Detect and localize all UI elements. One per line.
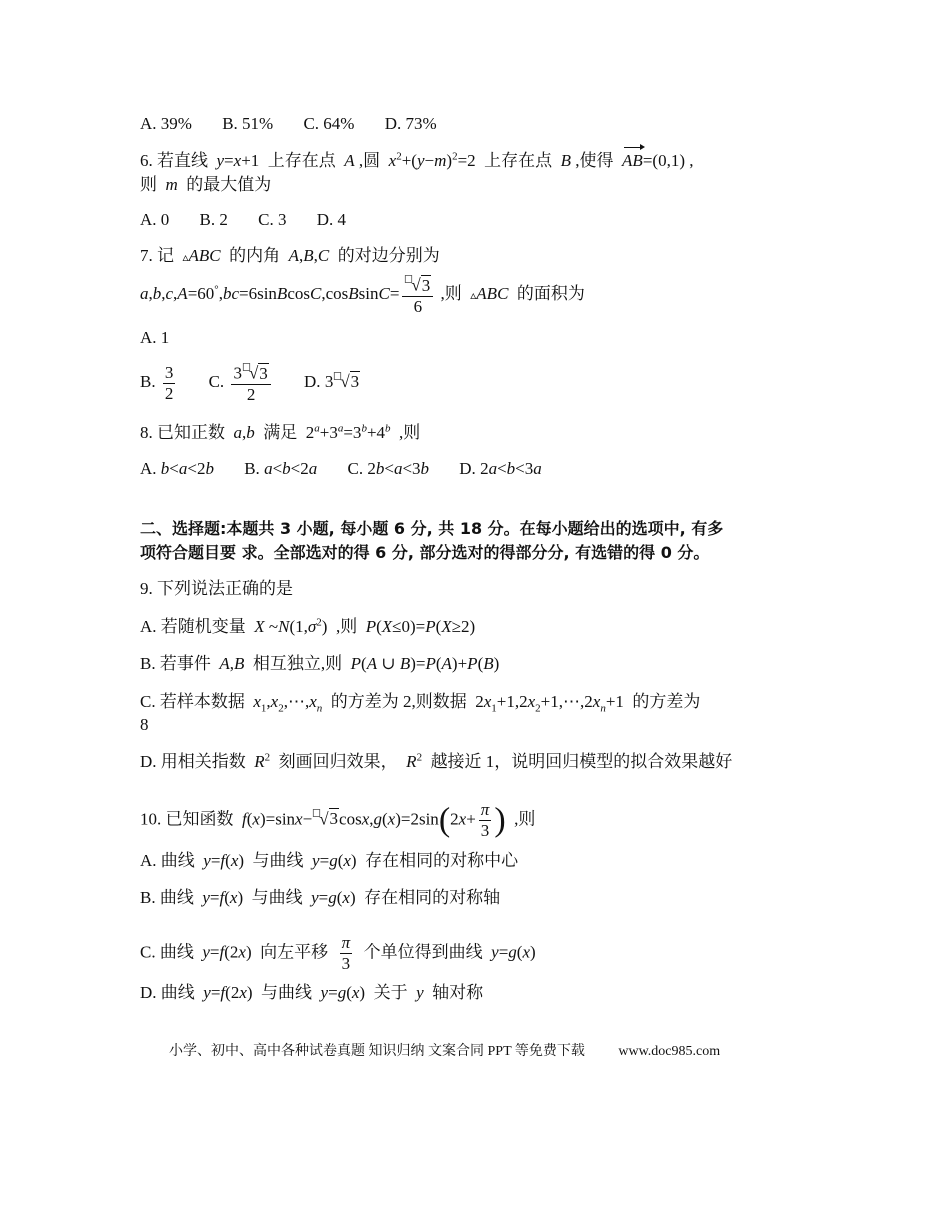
q9-text: 的方差为 2,则数据 — [330, 692, 467, 711]
q10-option-c: C. 曲线 y=f(2x) 向左平移 $\frac{\pi}{3}$ 个单位得到曲线 y=g(x) — [140, 933, 536, 973]
q9-text: 的方差为 — [632, 692, 701, 711]
q9-option-c: C. 若样本数据 $x_1,x_2,\cdots,x_n$ 的方差为 2,则数据 $2x_1+1,2x_2+1,\cdots,2x_n+1$ 的方差为 — [140, 692, 701, 715]
q5-option-d: D. 73% — [384, 114, 437, 133]
q10-option-a: A. 曲线 y=f(x) 与曲线 y=g(x) 存在相同的对称中心 — [140, 851, 519, 870]
q8-stem: 8. 已知正数 a,b 满足 $2^a+3^a=3^b+4^b$ ,则 — [140, 422, 421, 442]
q7-text: ,则 — [440, 284, 462, 304]
q9-text: C. 若样本数据 — [140, 692, 245, 711]
q9-option-b: B. 若事件 A,B 相互独立,则 P(A ∪ B)=P(A)+P(B) — [140, 654, 500, 673]
q9-text: D. 用相关指数 — [140, 752, 246, 771]
q5-option-c: C. 64% — [303, 114, 355, 133]
q7-text: 的对边分别为 — [337, 246, 440, 265]
q10-option-b: B. 曲线 y=f(x) 与曲线 y=g(x) 存在相同的对称轴 — [140, 888, 501, 907]
q5-options — [140, 113, 437, 135]
q7-stem-line2: a,b,c,A=60°,bc=6sinBcosC,cosBsinC= $\frac{√3}{6}$ ,则 ▵ABC 的面积为 — [140, 275, 585, 316]
q8-option-a: A. — [140, 459, 157, 478]
q6-option-b: B. 2 — [199, 210, 228, 229]
q8-option-d: D. — [459, 459, 476, 478]
q7-label: 7. 记 — [140, 246, 174, 265]
q9-text: 相互独立,则 — [252, 654, 343, 673]
q6-text: 的最大值为 — [186, 175, 272, 194]
q9-option-d: D. 用相关指数 $R^2$ 刻画回归效果， $R^2$ 越接近 1，说明回归模型的拟合效果越好 — [140, 751, 733, 771]
q8-text: 满足 — [263, 423, 298, 442]
section2-heading-line2: 项符合题目要 求。全部选对的得 6 分, 部分选对的得部分分, 有选错的得 0 分。 — [140, 543, 710, 562]
q9-text: 刻画回归效果， — [278, 752, 398, 771]
q5-option-a: A. 39% — [140, 114, 192, 133]
q10-text: 存在相同的对称轴 — [364, 888, 501, 907]
q10-text: 个单位得到曲线 — [363, 942, 483, 962]
section2-heading-line1: 二、选择题:本题共 3 小题, 每小题 6 分, 共 18 分。在每小题给出的选项中, 有多 — [140, 519, 724, 538]
q10-text: 关于 — [373, 983, 408, 1002]
q10-text: 轴对称 — [432, 983, 484, 1002]
footer — [169, 1040, 720, 1060]
q6-text: 上存在点 — [484, 151, 553, 170]
q6-text: ,使得 — [575, 151, 614, 170]
q7-option-c: C. — [208, 372, 225, 392]
q10-option-d: D. 曲线 y=f(2x) 与曲线 y=g(x) 关于 y 轴对称 — [140, 983, 484, 1002]
q6-options — [140, 209, 346, 231]
q8-option-c: C. — [347, 459, 364, 478]
q10-text: D. 曲线 — [140, 983, 195, 1002]
q10-text: ,则 — [514, 809, 536, 829]
q10-text: C. 曲线 — [140, 942, 194, 962]
q6-option-a: A. 0 — [140, 210, 170, 229]
q10-text: A. 曲线 — [140, 851, 195, 870]
q8-option-b: B. — [244, 459, 260, 478]
q10-text: 与曲线 — [252, 851, 304, 870]
q6-option-c: C. 3 — [258, 210, 287, 229]
q7-text: 的面积为 — [516, 284, 585, 304]
footer-url[interactable]: www.doc985.com — [618, 1044, 721, 1059]
q7-option-b: B. — [140, 372, 156, 392]
q9-text: ,则 — [335, 617, 358, 636]
q8-options: A. b<a<2b B. a<b<2a C. 2b<a<3b D. 2a<b<3a — [140, 459, 542, 478]
q7-text: 的内角 — [229, 246, 281, 265]
q6-stem: 6. 若直线 y=x+1 上存在点 A ,圆 $x^2+(y-m)^2=2$ 上存在点 B ,使得 AB=(0,1) , — [140, 150, 694, 170]
q7-options: B. $\frac{3}{2}$ C. $\frac{3 √3}{2}$ D. 3 √3 — [140, 362, 360, 404]
q8-text: ,则 — [399, 423, 421, 442]
q9-option-c-line2: 8 — [140, 715, 149, 734]
q10-stem: 10. 已知函数 f(x)=sinx− √3cosx,g(x)=2sin(2x+ $\frac{\pi}{3}$ ) ,则 — [140, 800, 536, 840]
q7-stem: 7. 记 ▵ABC 的内角 A,B,C 的对边分别为 — [140, 246, 440, 265]
q10-text: 与曲线 — [251, 888, 303, 907]
q8-label: 8. 已知正数 — [140, 423, 225, 442]
q7-option-d: D. — [304, 372, 321, 392]
q9-text: B. 若事件 — [140, 654, 211, 673]
q10-text: 与曲线 — [261, 983, 313, 1002]
q6-label: 6. 若直线 — [140, 151, 208, 170]
q6-stem-line2: 则 m 的最大值为 — [140, 175, 272, 194]
q10-text: B. 曲线 — [140, 888, 194, 907]
q6-text: ,圆 — [358, 151, 381, 170]
q6-text: , — [689, 151, 694, 170]
q7-option-a: A. 1 — [140, 328, 170, 347]
q9-text: 越接近 1，说明回归模型的拟合效果越好 — [430, 752, 733, 771]
q9-text: A. 若随机变量 — [140, 617, 246, 636]
q6-text: 则 — [140, 175, 157, 194]
footer-text: 小学、初中、高中各种试卷真题 知识归纳 文案合同 PPT 等免费下载 — [169, 1044, 585, 1059]
q5-option-b: B. 51% — [222, 114, 274, 133]
q10-label: 10. 已知函数 — [140, 809, 234, 829]
q10-text: 向左平移 — [260, 942, 329, 962]
q6-text: 上存在点 — [267, 151, 336, 170]
q9-stem: 9. 下列说法正确的是 — [140, 579, 293, 598]
q6-option-d: D. 4 — [316, 210, 346, 229]
q10-text: 存在相同的对称中心 — [365, 851, 519, 870]
q9-option-a: A. 若随机变量 X $\sim N(1,\sigma^2)$ ,则 P(X≤0)=P(X≥2) — [140, 616, 476, 636]
